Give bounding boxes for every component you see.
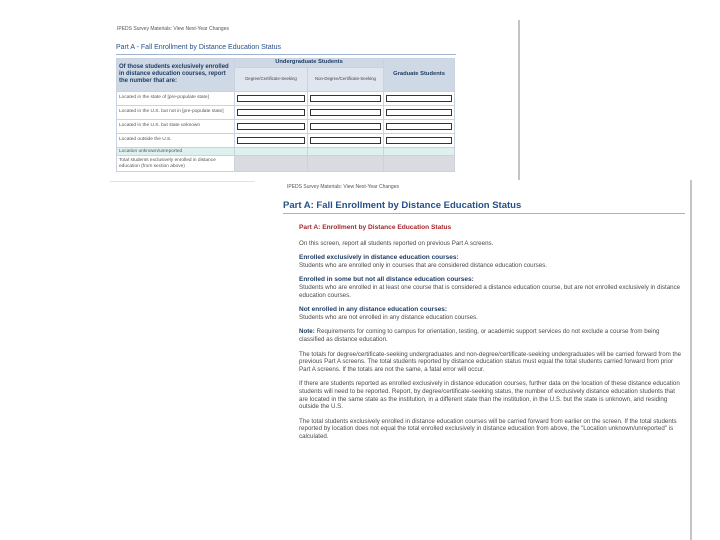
total-cell bbox=[235, 156, 308, 172]
instructions-subtitle: Part A: Enrollment by Distance Education Status bbox=[299, 224, 452, 231]
form-title-rule bbox=[116, 54, 456, 55]
note-paragraph bbox=[299, 328, 684, 343]
calculated-cell bbox=[384, 147, 455, 156]
grad-header: Graduate Students bbox=[384, 59, 455, 92]
instructions-body bbox=[299, 224, 684, 447]
row-label: Total students exclusively enrolled in distance education (from section above) bbox=[117, 156, 235, 172]
location-paragraph: If there are students reported as enrolled exclusively in distance education courses, further data on the location of these distance education students will need to be reported. Report, by degree/certificate-seeking status, the number of exclusively distance education students that are located in the same state as the institution, in a different state than the institution, in the U.S. but the state is unknown, and residing outside the U.S. bbox=[299, 380, 680, 411]
carry-forward-paragraph: The total students exclusively enrolled in distance education courses will be carried forward from earlier on the screen. If the total students reported by location does not equal the total enrolled exclusively in distance education from above, the "Location unknown/unreported" is calculated. bbox=[299, 417, 677, 440]
note-text: Requirements for coming to campus for orientation, testing, or academic support services do not exclude a course from being classified as distance education. bbox=[299, 328, 660, 343]
table-row bbox=[117, 133, 455, 147]
definition-term: Enrolled exclusively in distance education courses: bbox=[299, 254, 459, 262]
definition-term: Enrolled in some but not all distance education courses: bbox=[299, 276, 474, 284]
input-cell[interactable] bbox=[310, 95, 381, 102]
totals-paragraph: The totals for degree/certificate-seeking undergraduates and non-degree/certificate-seeking undergraduates will be carried forward from the previous Part A screens. The total students reported by distance education status must equal the total students carried forward from prior Part A screens. If the totals are not the same, a fatal error will occur. bbox=[299, 350, 682, 373]
total-cell bbox=[384, 156, 455, 172]
definition-text: Students who are enrolled in at least one course that is considered a distance education course, but are not enrolled exclusively in distance education courses. bbox=[299, 283, 681, 299]
table-row bbox=[117, 156, 455, 172]
enrollment-table bbox=[116, 58, 455, 172]
definition-term: Not enrolled in any distance education courses: bbox=[299, 306, 448, 314]
calculated-cell bbox=[235, 147, 308, 156]
input-cell[interactable] bbox=[386, 95, 452, 102]
input-cell[interactable] bbox=[237, 109, 305, 116]
input-cell[interactable] bbox=[310, 123, 381, 130]
table-row bbox=[117, 91, 455, 105]
input-cell[interactable] bbox=[237, 95, 305, 102]
table-row bbox=[117, 105, 455, 119]
row-label: Located in the U.S. but state unknown bbox=[117, 119, 235, 133]
input-cell[interactable] bbox=[386, 109, 452, 116]
col-non-degree-seeking: Non-Degree/Certificate-Seeking bbox=[308, 67, 384, 91]
input-cell[interactable] bbox=[386, 137, 452, 144]
table-row bbox=[117, 119, 455, 133]
definition-text: Students who are enrolled only in courses that are considered distance education courses. bbox=[299, 261, 547, 269]
bottom-survey-header: IPEDS Survey Materials: View Next-Year Changes bbox=[287, 184, 399, 190]
definition-some bbox=[299, 276, 684, 299]
instructions-title: Part A: Fall Enrollment by Distance Education Status bbox=[283, 200, 522, 211]
calculated-cell bbox=[308, 147, 384, 156]
definition-exclusive bbox=[299, 254, 684, 269]
form-screenshot bbox=[110, 20, 520, 182]
col-degree-seeking: Degree/Certificate-Seeking bbox=[235, 67, 308, 91]
top-survey-header: IPEDS Survey Materials: View Next-Year Changes bbox=[117, 26, 229, 32]
row-label: Located in the state of [pre-populate state] bbox=[117, 91, 235, 105]
note-label: Note: bbox=[299, 328, 315, 336]
intro-text: On this screen, report all students reported on previous Part A screens. bbox=[299, 239, 494, 247]
definition-none bbox=[299, 306, 684, 321]
input-cell[interactable] bbox=[386, 123, 452, 130]
total-cell bbox=[308, 156, 384, 172]
row-label: Located outside the U.S. bbox=[117, 133, 235, 147]
instructions-screenshot bbox=[255, 180, 692, 540]
form-title: Part A - Fall Enrollment by Distance Education Status bbox=[116, 44, 281, 51]
row-label: Location unknown/unreported bbox=[117, 147, 235, 156]
row-label: Located in the U.S. but not in [pre-populate state] bbox=[117, 105, 235, 119]
table-row bbox=[117, 147, 455, 156]
undergrad-header: Undergraduate Students bbox=[235, 59, 384, 68]
input-cell[interactable] bbox=[237, 123, 305, 130]
table-lead-text: Of those students exclusively enrolled in distance education courses, report the number that are: bbox=[117, 59, 235, 92]
input-cell[interactable] bbox=[310, 137, 381, 144]
input-cell[interactable] bbox=[310, 109, 381, 116]
instructions-title-rule bbox=[283, 213, 685, 214]
definition-text: Students who are not enrolled in any distance education courses. bbox=[299, 313, 478, 321]
input-cell[interactable] bbox=[237, 137, 305, 144]
